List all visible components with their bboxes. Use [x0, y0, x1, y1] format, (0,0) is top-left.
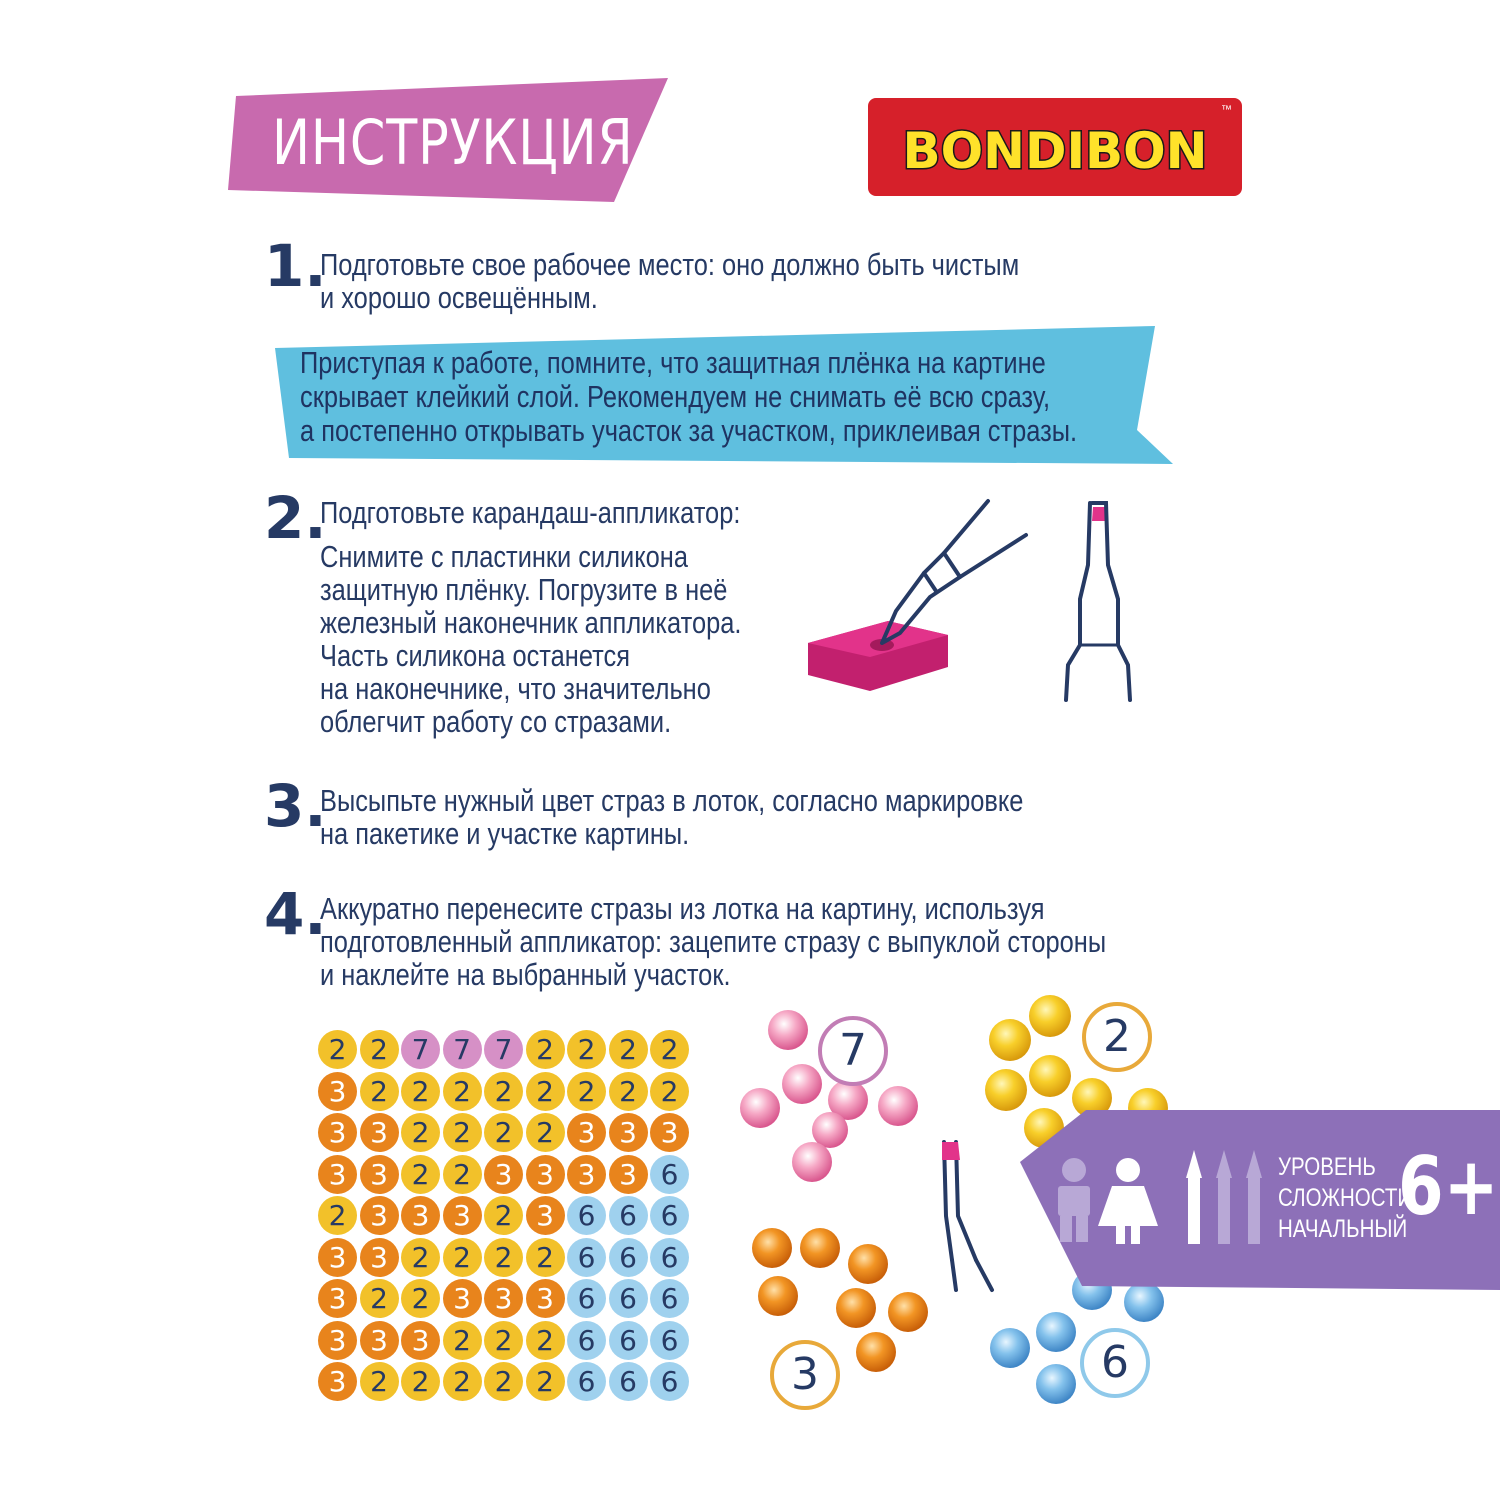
grid-cell: 2: [360, 1279, 399, 1318]
grid-cell: 6: [609, 1238, 648, 1277]
grid-cell: 2: [401, 1113, 440, 1152]
step-2-line: на наконечнике, что значительно: [320, 671, 711, 706]
grid-cell: 2: [567, 1030, 606, 1069]
grid-cell: 3: [360, 1238, 399, 1277]
grid-cell: 3: [526, 1279, 565, 1318]
step-3-line: Высыпьте нужный цвет страз в лоток, согласно маркировке: [320, 783, 1024, 818]
step-4-number: 4.: [264, 880, 327, 948]
grid-cell: 6: [567, 1279, 606, 1318]
grid-cell: 6: [567, 1362, 606, 1401]
grid-cell: 2: [484, 1072, 523, 1111]
applicator-illustration: [800, 495, 1150, 710]
grid-cell: 2: [484, 1321, 523, 1360]
grid-cell: 6: [650, 1362, 689, 1401]
step-2-line: защитную плёнку. Погрузите в неё: [320, 572, 728, 607]
grid-cell: 3: [484, 1279, 523, 1318]
step-1-number: 1.: [264, 232, 327, 300]
step-2-line: Часть силикона останется: [320, 638, 630, 673]
gem-label-6: 6: [1080, 1328, 1150, 1398]
step-1-line: и хорошо освещённым.: [320, 280, 598, 315]
grid-cell: 3: [526, 1196, 565, 1235]
grid-cell: 3: [443, 1196, 482, 1235]
note-line: а постепенно открывать участок за участком, приклеивая стразы.: [300, 413, 1078, 448]
grid-cell: 2: [401, 1072, 440, 1111]
step-4-line: Аккуратно перенесите стразы из лотка на картину, используя: [320, 891, 1045, 926]
grid-cell: 2: [443, 1321, 482, 1360]
grid-cell: 2: [526, 1238, 565, 1277]
step-2-heading: Подготовьте карандаш-аппликатор:: [320, 495, 741, 530]
grid-cell: 3: [401, 1196, 440, 1235]
note-line: Приступая к работе, помните, что защитная плёнка на картине: [300, 345, 1046, 380]
grid-cell: 7: [401, 1030, 440, 1069]
step-2-line: облегчит работу со стразами.: [320, 704, 672, 739]
grid-cell: 3: [484, 1155, 523, 1194]
age-rating: 6+: [1398, 1140, 1499, 1233]
step-3-number: 3.: [264, 772, 327, 840]
grid-cell: 3: [318, 1072, 357, 1111]
grid-cell: 2: [484, 1196, 523, 1235]
grid-cell: 6: [609, 1279, 648, 1318]
grid-cell: 6: [650, 1279, 689, 1318]
grid-cell: 2: [318, 1196, 357, 1235]
grid-cell: 3: [360, 1321, 399, 1360]
trademark-mark: ™: [1221, 104, 1232, 116]
grid-cell: 6: [650, 1155, 689, 1194]
grid-cell: 2: [443, 1362, 482, 1401]
grid-cell: 3: [318, 1238, 357, 1277]
grid-cell: 2: [360, 1362, 399, 1401]
grid-cell: 3: [360, 1196, 399, 1235]
gem-label-2: 2: [1082, 1002, 1152, 1072]
grid-cell: 2: [526, 1072, 565, 1111]
grid-cell: 6: [609, 1321, 648, 1360]
applicator-upright-icon: [1066, 503, 1130, 700]
grid-cell: 6: [567, 1196, 606, 1235]
grid-cell: 6: [567, 1321, 606, 1360]
rhinestone-color-grid: [318, 1030, 698, 1408]
step-4-line: и наклейте на выбранный участок.: [320, 957, 731, 992]
grid-cell: 6: [609, 1196, 648, 1235]
grid-cell: 3: [609, 1155, 648, 1194]
grid-cell: 2: [401, 1362, 440, 1401]
grid-cell: 3: [360, 1155, 399, 1194]
gem-label-3: 3: [770, 1340, 840, 1410]
step-3-text: [320, 784, 1178, 850]
gem-label-7: 7: [818, 1016, 888, 1086]
note-line: скрывает клейкий слой. Рекомендуем не снимать её всю сразу,: [300, 379, 1051, 414]
grid-cell: 6: [650, 1196, 689, 1235]
step-4-line: подготовленный аппликатор: зацепите стразу с выпуклой стороны: [320, 924, 1107, 959]
pencil-applicator-icon: [882, 501, 1026, 643]
step-4-text: [320, 892, 1279, 991]
brand-logo: [868, 98, 1242, 196]
grid-cell: 2: [318, 1030, 357, 1069]
step-2-line: железный наконечник аппликатора.: [320, 605, 742, 640]
grid-cell: 2: [484, 1113, 523, 1152]
note-text: [300, 346, 1248, 448]
grid-cell: 3: [650, 1113, 689, 1152]
step-2-line: Снимите с пластинки силикона: [320, 539, 688, 574]
grid-cell: 3: [318, 1279, 357, 1318]
grid-cell: 2: [609, 1072, 648, 1111]
grid-cell: 3: [609, 1113, 648, 1152]
pencil-applicator-icon: [942, 1142, 992, 1290]
step-2-text: [320, 540, 834, 738]
grid-cell: 7: [443, 1030, 482, 1069]
step-1-text: [320, 248, 1173, 314]
grid-cell: 2: [526, 1030, 565, 1069]
silicone-pad-icon: [808, 621, 948, 691]
grid-cell: 2: [526, 1362, 565, 1401]
grid-cell: 7: [484, 1030, 523, 1069]
step-2-number: 2.: [264, 484, 327, 552]
step-3-line: на пакетике и участке картины.: [320, 816, 690, 851]
grid-cell: 2: [443, 1155, 482, 1194]
step-1-line: Подготовьте свое рабочее место: оно должно быть чистым: [320, 247, 1020, 282]
grid-cell: 2: [526, 1113, 565, 1152]
grid-cell: 2: [401, 1279, 440, 1318]
grid-cell: 3: [401, 1321, 440, 1360]
grid-cell: 3: [318, 1321, 357, 1360]
grid-cell: 3: [318, 1113, 357, 1152]
grid-cell: 3: [567, 1113, 606, 1152]
grid-cell: 2: [360, 1072, 399, 1111]
grid-cell: 6: [650, 1321, 689, 1360]
grid-cell: 3: [318, 1362, 357, 1401]
grid-cell: 2: [567, 1072, 606, 1111]
grid-cell: 2: [609, 1030, 648, 1069]
grid-cell: 3: [526, 1155, 565, 1194]
grid-cell: 3: [567, 1155, 606, 1194]
page-title: ИНСТРУКЦИЯ: [272, 106, 634, 179]
grid-cell: 2: [401, 1238, 440, 1277]
difficulty-level: УРОВЕНЬ СЛОЖНОСТИ НАЧАЛЬНЫЙ: [1278, 1153, 1413, 1243]
grid-cell: 6: [609, 1362, 648, 1401]
grid-cell: 2: [443, 1072, 482, 1111]
grid-cell: 2: [526, 1321, 565, 1360]
grid-cell: 3: [318, 1155, 357, 1194]
grid-cell: 3: [360, 1113, 399, 1152]
grid-cell: 2: [360, 1030, 399, 1069]
grid-cell: 2: [484, 1362, 523, 1401]
grid-cell: 2: [443, 1113, 482, 1152]
grid-cell: 2: [484, 1238, 523, 1277]
grid-cell: 3: [443, 1279, 482, 1318]
grid-cell: 2: [401, 1155, 440, 1194]
grid-cell: 6: [567, 1238, 606, 1277]
brand-logo-text: BONDIBON: [902, 122, 1208, 180]
grid-cell: 2: [650, 1072, 689, 1111]
grid-cell: 2: [650, 1030, 689, 1069]
grid-cell: 6: [650, 1238, 689, 1277]
grid-cell: 2: [443, 1238, 482, 1277]
